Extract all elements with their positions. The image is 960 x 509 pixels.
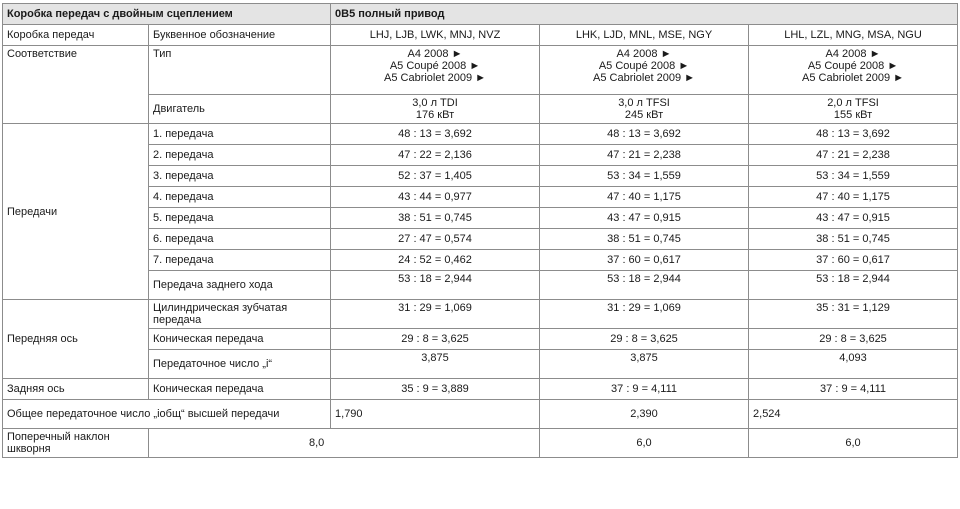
kingpin-value-1: 8,0 — [149, 429, 540, 458]
gear-value: 48 : 13 = 3,692 — [749, 124, 958, 145]
gear-value: 53 : 18 = 2,944 — [749, 271, 958, 300]
engine-line: 176 кВт — [415, 109, 455, 121]
model-line: A4 2008 ► — [407, 48, 463, 60]
model-line: A5 Cabriolet 2009 ► — [593, 72, 696, 84]
gear-value: 47 : 40 = 1,175 — [540, 187, 749, 208]
kingpin-value-3: 6,0 — [749, 429, 958, 458]
gear-value: 37 : 60 = 0,617 — [540, 250, 749, 271]
header-codes-2: LHK, LJD, MNL, MSE, NGY — [540, 25, 749, 46]
gear-label: 5. передача — [149, 208, 331, 229]
axle-value: 37 : 9 = 4,111 — [749, 379, 958, 400]
kingpin-value-2: 6,0 — [540, 429, 749, 458]
gear-value: 38 : 51 = 0,745 — [749, 229, 958, 250]
axle-value: 35 : 9 = 3,889 — [331, 379, 540, 400]
axle-label: Коническая передача — [149, 329, 331, 350]
gear-value: 53 : 18 = 2,944 — [331, 271, 540, 300]
gear-value: 48 : 13 = 3,692 — [540, 124, 749, 145]
total-ratio-label: Общее передаточное число „iобщ“ высшей передачи — [3, 400, 331, 429]
axle-value: 29 : 8 = 3,625 — [749, 329, 958, 350]
axle-value: 37 : 9 = 4,111 — [540, 379, 749, 400]
gear-value: 47 : 21 = 2,238 — [540, 145, 749, 166]
axle-label: Передаточное число „i“ — [149, 350, 331, 379]
model-line: A4 2008 ► — [616, 48, 672, 60]
model-line: A5 Coupé 2008 ► — [389, 60, 481, 72]
title-right: 0B5 полный привод — [331, 4, 958, 25]
table-row — [3, 46, 958, 95]
table-row — [3, 124, 958, 145]
gear-value: 43 : 47 = 0,915 — [749, 208, 958, 229]
gear-value: 24 : 52 = 0,462 — [331, 250, 540, 271]
gear-value: 38 : 51 = 0,745 — [331, 208, 540, 229]
gear-value: 47 : 21 = 2,238 — [749, 145, 958, 166]
gear-value: 47 : 22 = 2,136 — [331, 145, 540, 166]
cell-tip-3 — [749, 46, 958, 95]
model-line: A5 Coupé 2008 ► — [807, 60, 899, 72]
axle-value: 4,093 — [749, 350, 958, 379]
table-row — [3, 429, 958, 458]
engine-line: 3,0 л TFSI — [618, 97, 670, 109]
title-left: Коробка передач с двойным сцеплением — [3, 4, 331, 25]
row-label-dvigatel: Двигатель — [149, 95, 331, 124]
model-line: A5 Cabriolet 2009 ► — [802, 72, 905, 84]
cell-engine-2 — [540, 95, 749, 124]
table-row — [3, 400, 958, 429]
cell-engine-3 — [749, 95, 958, 124]
gear-label: 1. передача — [149, 124, 331, 145]
total-ratio-value-2: 2,390 — [540, 400, 749, 429]
title-row — [3, 4, 958, 25]
model-line: A5 Cabriolet 2009 ► — [384, 72, 487, 84]
gear-value: 52 : 37 = 1,405 — [331, 166, 540, 187]
engine-line: 3,0 л TDI — [412, 97, 458, 109]
header-gearbox: Коробка передач — [3, 25, 149, 46]
group-zadnyaya-os: Задняя ось — [3, 379, 149, 400]
axle-value: 29 : 8 = 3,625 — [331, 329, 540, 350]
engine-line: 2,0 л TFSI — [827, 97, 879, 109]
axle-value: 31 : 29 = 1,069 — [540, 300, 749, 329]
cell-tip-1 — [331, 46, 540, 95]
gear-value: 53 : 34 = 1,559 — [540, 166, 749, 187]
gear-value: 38 : 51 = 0,745 — [540, 229, 749, 250]
axle-value: 29 : 8 = 3,625 — [540, 329, 749, 350]
total-ratio-value-1: 1,790 — [331, 400, 540, 429]
axle-value: 31 : 29 = 1,069 — [331, 300, 540, 329]
gear-value: 37 : 60 = 0,617 — [749, 250, 958, 271]
gear-label: 3. передача — [149, 166, 331, 187]
model-line: A5 Coupé 2008 ► — [598, 60, 690, 72]
cell-engine-1 — [331, 95, 540, 124]
gear-value: 43 : 47 = 0,915 — [540, 208, 749, 229]
axle-value: 35 : 31 = 1,129 — [749, 300, 958, 329]
total-ratio-value-3: 2,524 — [749, 400, 958, 429]
gear-label: 2. передача — [149, 145, 331, 166]
header-codes-3: LHL, LZL, MNG, MSA, NGU — [749, 25, 958, 46]
gear-label: 6. передача — [149, 229, 331, 250]
header-letter-code: Буквенное обозначение — [149, 25, 331, 46]
gear-label: 7. передача — [149, 250, 331, 271]
gear-value: 43 : 44 = 0,977 — [331, 187, 540, 208]
gearbox-spec-table — [2, 3, 958, 458]
axle-label: Коническая передача — [149, 379, 331, 400]
group-sootvetstvie: Соответствие — [3, 46, 149, 124]
gear-value: 27 : 47 = 0,574 — [331, 229, 540, 250]
kingpin-label: Поперечный наклон шкворня — [3, 429, 149, 458]
gear-label: Передача заднего хода — [149, 271, 331, 300]
engine-line: 155 кВт — [833, 109, 873, 121]
cell-tip-2 — [540, 46, 749, 95]
axle-value: 3,875 — [331, 350, 540, 379]
group-peredachi: Передачи — [3, 124, 149, 300]
axle-label: Цилиндрическая зубчатая передача — [149, 300, 331, 329]
table-row — [3, 300, 958, 329]
axle-value: 3,875 — [540, 350, 749, 379]
model-line: A4 2008 ► — [825, 48, 881, 60]
group-perednyaya-os: Передняя ось — [3, 300, 149, 379]
header-codes-1: LHJ, LJB, LWK, MNJ, NVZ — [331, 25, 540, 46]
row-label-tip: Тип — [149, 46, 331, 95]
header-row — [3, 25, 958, 46]
table-row — [3, 379, 958, 400]
gear-value: 53 : 18 = 2,944 — [540, 271, 749, 300]
gear-value: 48 : 13 = 3,692 — [331, 124, 540, 145]
gear-value: 47 : 40 = 1,175 — [749, 187, 958, 208]
gear-value: 53 : 34 = 1,559 — [749, 166, 958, 187]
engine-line: 245 кВт — [624, 109, 664, 121]
gear-label: 4. передача — [149, 187, 331, 208]
